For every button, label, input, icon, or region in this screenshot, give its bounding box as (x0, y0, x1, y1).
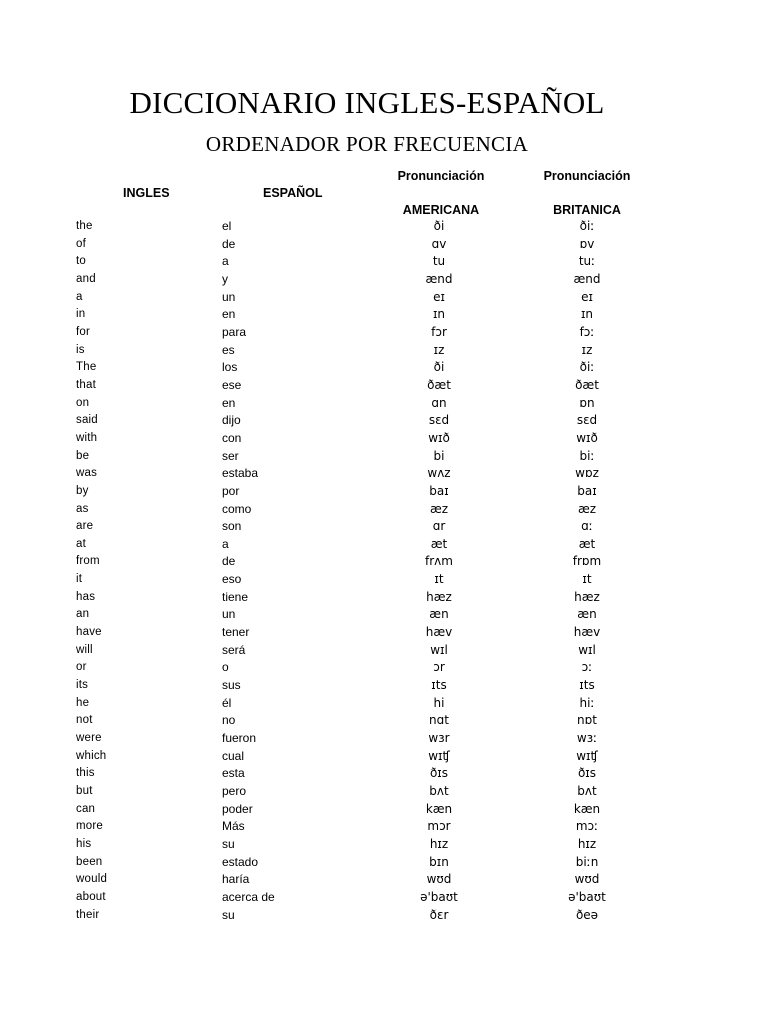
spanish-word: de (222, 554, 236, 569)
table-row (0, 783, 768, 801)
american-pronunciation: hæz (426, 589, 452, 604)
american-pronunciation: ði (433, 219, 445, 233)
american-pronunciation: wɪð (428, 430, 450, 445)
british-pronunciation: kæn (573, 801, 601, 816)
english-word: in (76, 308, 86, 321)
table-row (0, 536, 768, 554)
british-pronunciation: hæv (573, 625, 601, 640)
table-row (0, 324, 768, 342)
british-pronunciation: ðeə (575, 907, 599, 922)
british-pronunciation: hæz (574, 589, 600, 604)
header-ingles: INGLES (123, 186, 170, 200)
american-pronunciation: fɔr (431, 324, 447, 339)
table-row (0, 448, 768, 466)
british-pronunciation: æt (578, 536, 596, 551)
table-row (0, 677, 768, 695)
english-word: been (76, 855, 103, 868)
british-pronunciation: nɒt (577, 713, 597, 728)
english-word: for (76, 325, 91, 338)
english-word: has (76, 590, 96, 603)
english-word: and (76, 272, 96, 285)
english-word: were (76, 732, 102, 745)
american-pronunciation: ænd (425, 271, 453, 286)
table-row (0, 571, 768, 589)
table-row (0, 236, 768, 254)
spanish-word: en (222, 395, 236, 410)
american-pronunciation: frʌm (425, 554, 453, 569)
american-pronunciation: nɑt (429, 713, 449, 728)
header-pronunciation-us-label: Pronunciación (397, 169, 485, 183)
english-word: about (76, 890, 106, 903)
spanish-word: para (222, 324, 247, 339)
english-word: on (76, 396, 90, 409)
british-pronunciation: ɒv (579, 236, 595, 251)
american-pronunciation: eɪ (433, 289, 445, 304)
english-word: his (76, 837, 92, 850)
british-pronunciation: wɪð (576, 430, 598, 445)
english-word: not (76, 714, 93, 727)
british-pronunciation: ænd (573, 271, 601, 286)
british-pronunciation: mɔː (575, 819, 599, 834)
spanish-word: son (222, 519, 242, 534)
british-pronunciation: wɜː (576, 731, 598, 746)
english-word: can (76, 802, 96, 815)
spanish-word: dijo (222, 413, 241, 428)
header-espanol: ESPAÑOL (263, 186, 323, 200)
table-row (0, 253, 768, 271)
british-pronunciation: ɑː (581, 519, 593, 534)
british-pronunciation: baɪ (577, 483, 597, 498)
american-pronunciation: ɪt (434, 572, 444, 587)
english-word: which (76, 749, 107, 762)
english-word: this (76, 767, 95, 780)
british-pronunciation: ɪn (580, 307, 594, 322)
table-row (0, 359, 768, 377)
spanish-word: un (222, 607, 236, 622)
american-pronunciation: tu (432, 254, 446, 269)
british-pronunciation: ɪz (581, 342, 593, 357)
english-word: their (76, 908, 100, 921)
spanish-word: por (222, 483, 240, 498)
spanish-word: eso (222, 572, 242, 587)
spanish-word: poder (222, 801, 253, 816)
american-pronunciation: ɔr (433, 660, 445, 675)
english-word: are (76, 520, 94, 533)
english-word: that (76, 378, 96, 391)
spanish-word: tener (222, 625, 250, 640)
table-row (0, 659, 768, 677)
table-row (0, 271, 768, 289)
table-row (0, 218, 768, 236)
british-pronunciation: hiː (579, 695, 595, 710)
spanish-word: sus (222, 678, 241, 693)
table-row (0, 748, 768, 766)
british-pronunciation: ðiː (579, 219, 595, 233)
spanish-word: estado (222, 854, 259, 869)
english-word: was (76, 467, 98, 480)
american-pronunciation: æt (430, 536, 448, 551)
spanish-word: esta (222, 766, 245, 781)
american-pronunciation: baɪ (429, 483, 449, 498)
spanish-word: él (222, 695, 232, 710)
american-pronunciation: ɪts (431, 678, 447, 693)
spanish-word: y (222, 271, 228, 286)
american-pronunciation: wɜr (428, 731, 450, 746)
english-word: it (76, 573, 83, 586)
american-pronunciation: hi (433, 695, 445, 710)
american-pronunciation: ðɛr (429, 907, 449, 922)
spanish-word: pero (222, 784, 247, 798)
table-row (0, 765, 768, 783)
british-pronunciation: æz (577, 501, 597, 516)
american-pronunciation: ðɪs (429, 766, 449, 781)
table-row (0, 501, 768, 519)
table-row (0, 642, 768, 660)
british-pronunciation: ɪts (579, 678, 595, 693)
spanish-word: tiene (222, 589, 249, 604)
english-word: will (76, 643, 93, 656)
table-row (0, 518, 768, 536)
british-pronunciation: wɪʧ (576, 748, 598, 763)
table-row (0, 606, 768, 624)
spanish-word: los (222, 360, 238, 375)
american-pronunciation: ɑn (431, 395, 447, 410)
british-pronunciation: ðæt (575, 377, 599, 392)
english-word: more (76, 820, 104, 833)
american-pronunciation: ə'baʊt (420, 889, 458, 904)
british-pronunciation: wɪl (578, 642, 596, 657)
english-word: from (76, 555, 100, 568)
spanish-word: su (222, 836, 235, 851)
table-row (0, 871, 768, 889)
table-row (0, 854, 768, 872)
spanish-word: ser (222, 448, 239, 463)
english-word: with (76, 431, 98, 444)
header-americana: AMERICANA (402, 203, 480, 217)
spanish-word: ese (222, 377, 242, 392)
table-row (0, 818, 768, 836)
american-pronunciation: ɑr (432, 519, 446, 534)
table-row (0, 465, 768, 483)
table-row (0, 589, 768, 607)
english-word: as (76, 502, 89, 515)
english-word: have (76, 626, 102, 639)
english-word: or (76, 661, 87, 674)
american-pronunciation: æz (429, 501, 449, 516)
american-pronunciation: hæv (425, 625, 453, 640)
american-pronunciation: ɪn (432, 307, 446, 322)
american-pronunciation: hɪz (429, 836, 449, 851)
english-word: an (76, 608, 90, 621)
header-britanica: BRITANICA (553, 203, 621, 217)
table-row (0, 553, 768, 571)
british-pronunciation: tuː (578, 254, 596, 269)
british-pronunciation: ɔː (581, 660, 593, 675)
word-table (0, 218, 768, 924)
american-pronunciation: mɔr (427, 819, 451, 834)
spanish-word: o (222, 660, 229, 675)
british-pronunciation: bʌt (577, 784, 597, 798)
table-row (0, 836, 768, 854)
spanish-word: cual (222, 748, 245, 763)
table-row (0, 430, 768, 448)
british-pronunciation: ə'baʊt (568, 889, 606, 904)
british-pronunciation: æn (577, 607, 597, 622)
header-pronunciation-uk-label: Pronunciación (543, 169, 631, 183)
table-row (0, 730, 768, 748)
spanish-word: Más (222, 819, 245, 834)
spanish-word: no (222, 713, 236, 728)
english-word: would (76, 873, 108, 886)
british-pronunciation: ðɪs (577, 766, 597, 781)
american-pronunciation: æn (429, 607, 449, 622)
american-pronunciation: ɪz (433, 342, 445, 357)
american-pronunciation: wɪl (430, 642, 448, 657)
british-pronunciation: ðiː (579, 360, 595, 375)
american-pronunciation: bi (433, 448, 445, 463)
spanish-word: en (222, 307, 236, 322)
english-word: at (76, 537, 86, 550)
english-word: its (76, 679, 89, 692)
british-pronunciation: biː (579, 448, 595, 463)
table-row (0, 483, 768, 501)
american-pronunciation: ðæt (427, 377, 451, 392)
english-word: be (76, 449, 90, 462)
spanish-word: es (222, 342, 235, 357)
table-row (0, 342, 768, 360)
american-pronunciation: bʌt (429, 784, 449, 798)
table-row (0, 289, 768, 307)
american-pronunciation: kæn (425, 801, 453, 816)
british-pronunciation: frɒm (572, 554, 602, 569)
english-word: a (76, 290, 83, 303)
american-pronunciation: sɛd (428, 413, 450, 428)
spanish-word: estaba (222, 466, 259, 481)
american-pronunciation: wʊd (426, 872, 452, 887)
page-title: DICCIONARIO INGLES-ESPAÑOL (129, 85, 605, 120)
british-pronunciation: hɪz (577, 836, 597, 851)
spanish-word: fueron (222, 731, 257, 746)
english-word: The (76, 361, 97, 374)
english-word: by (76, 484, 89, 497)
table-row (0, 712, 768, 730)
table-row (0, 377, 768, 395)
spanish-word: con (222, 430, 242, 445)
american-pronunciation: ði (433, 360, 445, 375)
english-word: the (76, 220, 93, 232)
spanish-word: un (222, 289, 236, 304)
spanish-word: de (222, 236, 236, 251)
american-pronunciation: wʌz (427, 466, 451, 481)
spanish-word: a (222, 254, 229, 269)
british-pronunciation: wʊd (574, 872, 600, 887)
american-pronunciation: wɪʧ (428, 748, 450, 763)
table-row (0, 624, 768, 642)
english-word: but (76, 785, 93, 797)
spanish-word: acerca de (222, 889, 275, 904)
english-word: he (76, 696, 90, 709)
table-row (0, 907, 768, 925)
british-pronunciation: ɒn (579, 395, 595, 410)
english-word: is (76, 343, 85, 356)
spanish-word: a (222, 536, 229, 551)
spanish-word: como (222, 501, 252, 516)
spanish-word: el (222, 219, 232, 233)
british-pronunciation: sɛd (576, 413, 598, 428)
spanish-word: haría (222, 872, 250, 887)
spanish-word: su (222, 907, 235, 922)
table-row (0, 306, 768, 324)
table-row (0, 889, 768, 907)
table-row (0, 395, 768, 413)
british-pronunciation: eɪ (581, 289, 593, 304)
page-subtitle: ORDENADOR POR FRECUENCIA (205, 132, 529, 156)
english-word: of (76, 237, 86, 250)
table-row (0, 412, 768, 430)
english-word: said (76, 414, 98, 427)
english-word: to (76, 255, 86, 268)
table-row (0, 695, 768, 713)
british-pronunciation: biːn (575, 854, 599, 869)
british-pronunciation: fɔː (579, 324, 595, 339)
american-pronunciation: ɑv (431, 236, 447, 251)
table-row (0, 801, 768, 819)
british-pronunciation: wɒz (575, 466, 599, 481)
british-pronunciation: ɪt (582, 572, 592, 587)
spanish-word: será (222, 642, 246, 657)
american-pronunciation: bɪn (429, 854, 449, 869)
